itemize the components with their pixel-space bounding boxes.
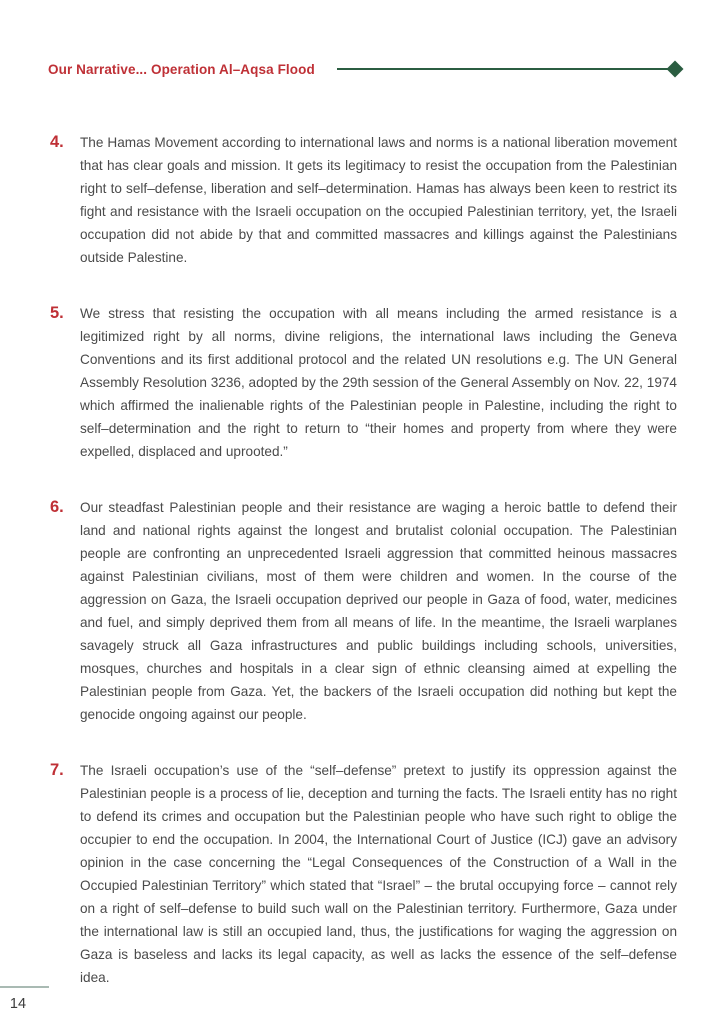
paragraph-item (50, 302, 677, 463)
paragraph-text: Our steadfast Palestinian people and their resistance are waging a heroic battle to defend their land and national rights against the longest and brutalist colonial occupation. The Palestinian people are confronting an unprecedented Israeli aggression that committed heinous massacres against Palestinian civilians, most of them were children and women. In the course of the aggression on Gaza, the Israeli occupation deprived our people in Gaza of food, water, medicines and fuel, and simply deprived them from all means of life. In the meantime, the Israeli warplanes savagely struck all Gaza infrastructures and public buildings including schools, universities, mosques, churches and hospitals in a clear sign of ethnic cleansing aimed at expelling the Palestinian people from Gaza. Yet, the backers of the Israeli occupation did nothing but kept the genocide ongoing against our people. (80, 500, 677, 722)
page-header (48, 58, 681, 80)
diamond-icon (667, 61, 684, 78)
paragraph-text: The Hamas Movement according to international laws and norms is a national liberation movement that has clear goals and mission. It gets its legitimacy to resist the occupation from the Palestinian right to self–defense, liberation and self–determination. Hamas has always been keen to restrict its fight and resistance with the Israeli occupation on the occupied Palestinian territory, yet, the Israeli occupation did not abide by that and committed massacres and killings against the Palestinians outside Palestine. (80, 135, 677, 265)
paragraph-text: The Israeli occupation’s use of the “self–defense” pretext to justify its oppression against the Palestinian people is a process of lie, deception and turning the facts. The Israeli entity has no right to defend its crimes and occupation but the Palestinian people who have such right to oblige the occupier to end the occupation. In 2004, the International Court of Justice (ICJ) gave an advisory opinion in the case concerning the “Legal Consequences of the Construction of a Wall in the Occupied Palestinian Territory” which stated that “Israel” – the brutal occupying force – cannot rely on a right of self–defense to build such wall on the Palestinian territory. Furthermore, Gaza under the international law is still an occupied land, thus, the justifications for waging the aggression on Gaza is baseless and lacks its legal capacity, as well as lacks the essence of the self–defense idea. (80, 763, 677, 985)
paragraph-number: 4. (50, 133, 64, 151)
paragraph-item (50, 131, 677, 269)
header-rule (337, 68, 671, 70)
paragraph-number: 5. (50, 304, 64, 322)
page-header-title: Our Narrative... Operation Al–Aqsa Flood (48, 61, 315, 77)
page-number: 14 (9, 996, 27, 1012)
paragraph-item (50, 496, 677, 726)
paragraph-number: 6. (50, 498, 64, 516)
paragraph-item (50, 759, 677, 989)
footer-rule (0, 986, 49, 988)
paragraph-list (50, 131, 677, 989)
paragraph-number: 7. (50, 761, 64, 779)
paragraph-text: We stress that resisting the occupation with all means including the armed resistance is a legitimized right by all norms, divine religions, the international laws including the Geneva Conventions and its first additional protocol and the related UN resolutions e.g. The UN General Assembly Resolution 3236, adopted by the 29th session of the General Assembly on Nov. 22, 1974 which affirmed the inalienable rights of the Palestinian people in Palestine, including the right to self–determination and the right to return to “their homes and property from where they were expelled, displaced and uprooted.” (80, 306, 677, 459)
